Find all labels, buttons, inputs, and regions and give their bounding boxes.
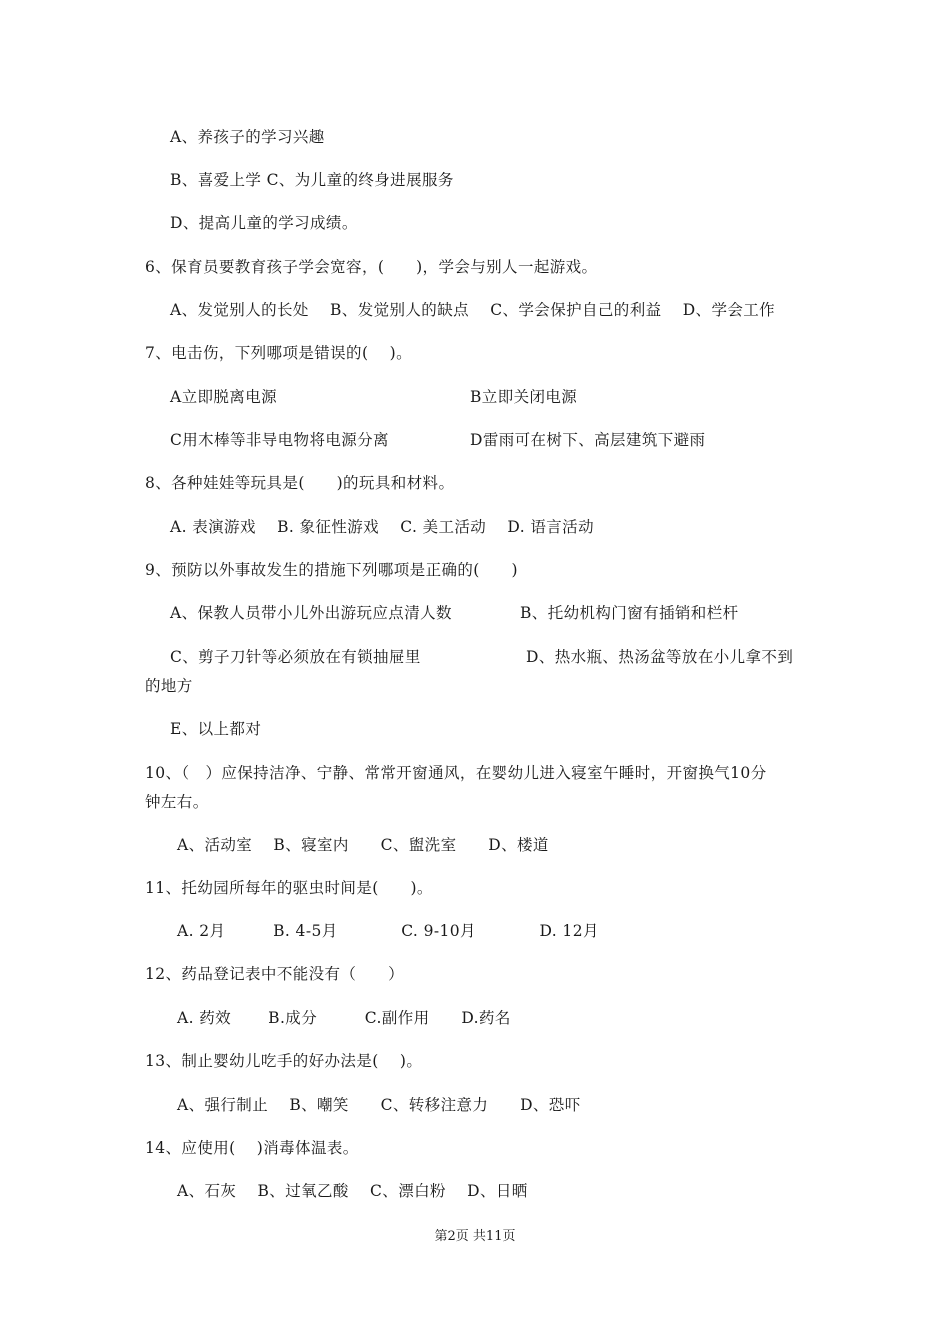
page-number-footer: 第2页 共11页: [434, 1229, 516, 1244]
q8-options: A. 表演游戏 B. 象征性游戏 C. 美工活动 D. 语言活动: [170, 518, 594, 536]
question-9: 9、预防以外事故发生的措施下列哪项是正确的( ): [145, 561, 518, 579]
q5-option-d: D、提高儿童的学习成绩。: [170, 214, 358, 232]
q9-option-b: B、托幼机构门窗有插销和栏杆: [520, 604, 739, 622]
q9-option-e: E、以上都对: [170, 720, 262, 738]
q10-options: A、活动室 B、寝室内 C、盥洗室 D、楼道: [177, 836, 549, 854]
q9-option-d: D、热水瓶、热汤盆等放在小儿拿不到: [526, 648, 794, 666]
question-6: 6、保育员要教育孩子学会宽容，( )，学会与别人一起游戏。: [145, 258, 598, 276]
question-14: 14、应使用( )消毒体温表。: [145, 1139, 359, 1157]
q7-option-a: A立即脱离电源: [170, 388, 277, 406]
question-7: 7、电击伤，下列哪项是错误的( )。: [145, 344, 412, 362]
q5-option-a: A、养孩子的学习兴趣: [170, 128, 325, 146]
q12-options: A. 药效 B.成分 C.副作用 D.药名: [177, 1009, 511, 1027]
question-11: 11、托幼园所每年的驱虫时间是( )。: [145, 879, 433, 897]
q5-option-bc: B、喜爱上学 C、为儿童的终身进展服务: [170, 171, 454, 189]
question-8: 8、各种娃娃等玩具是( )的玩具和材料。: [145, 474, 455, 492]
q11-options: A. 2月 B. 4-5月 C. 9-10月 D. 12月: [177, 922, 599, 940]
question-10-continued: 钟左右。: [145, 793, 209, 811]
q14-options: A、石灰 B、过氧乙酸 C、漂白粉 D、日晒: [177, 1182, 528, 1200]
question-12: 12、药品登记表中不能没有（ ）: [145, 965, 405, 983]
question-13: 13、制止婴幼儿吃手的好办法是( )。: [145, 1052, 423, 1070]
q13-options: A、强行制止 B、嘲笑 C、转移注意力 D、恐吓: [177, 1096, 581, 1114]
q9-option-c: C、剪子刀针等必须放在有锁抽屉里: [170, 648, 421, 666]
q6-options: A、发觉别人的长处 B、发觉别人的缺点 C、学会保护自己的利益 D、学会工作: [170, 301, 776, 319]
question-10: 10、（ ）应保持洁净、宁静、常常开窗通风，在婴幼儿进入寝室午睡时，开窗换气10分: [145, 764, 767, 782]
q7-option-d: D雷雨可在树下、高层建筑下避雨: [470, 431, 706, 449]
q9-option-d-continued: 的地方: [145, 677, 193, 695]
q7-option-b: B立即关闭电源: [470, 388, 578, 406]
q7-option-c: C用木棒等非导电物将电源分离: [170, 431, 389, 449]
q9-option-a: A、保教人员带小儿外出游玩应点清人数: [170, 604, 452, 622]
